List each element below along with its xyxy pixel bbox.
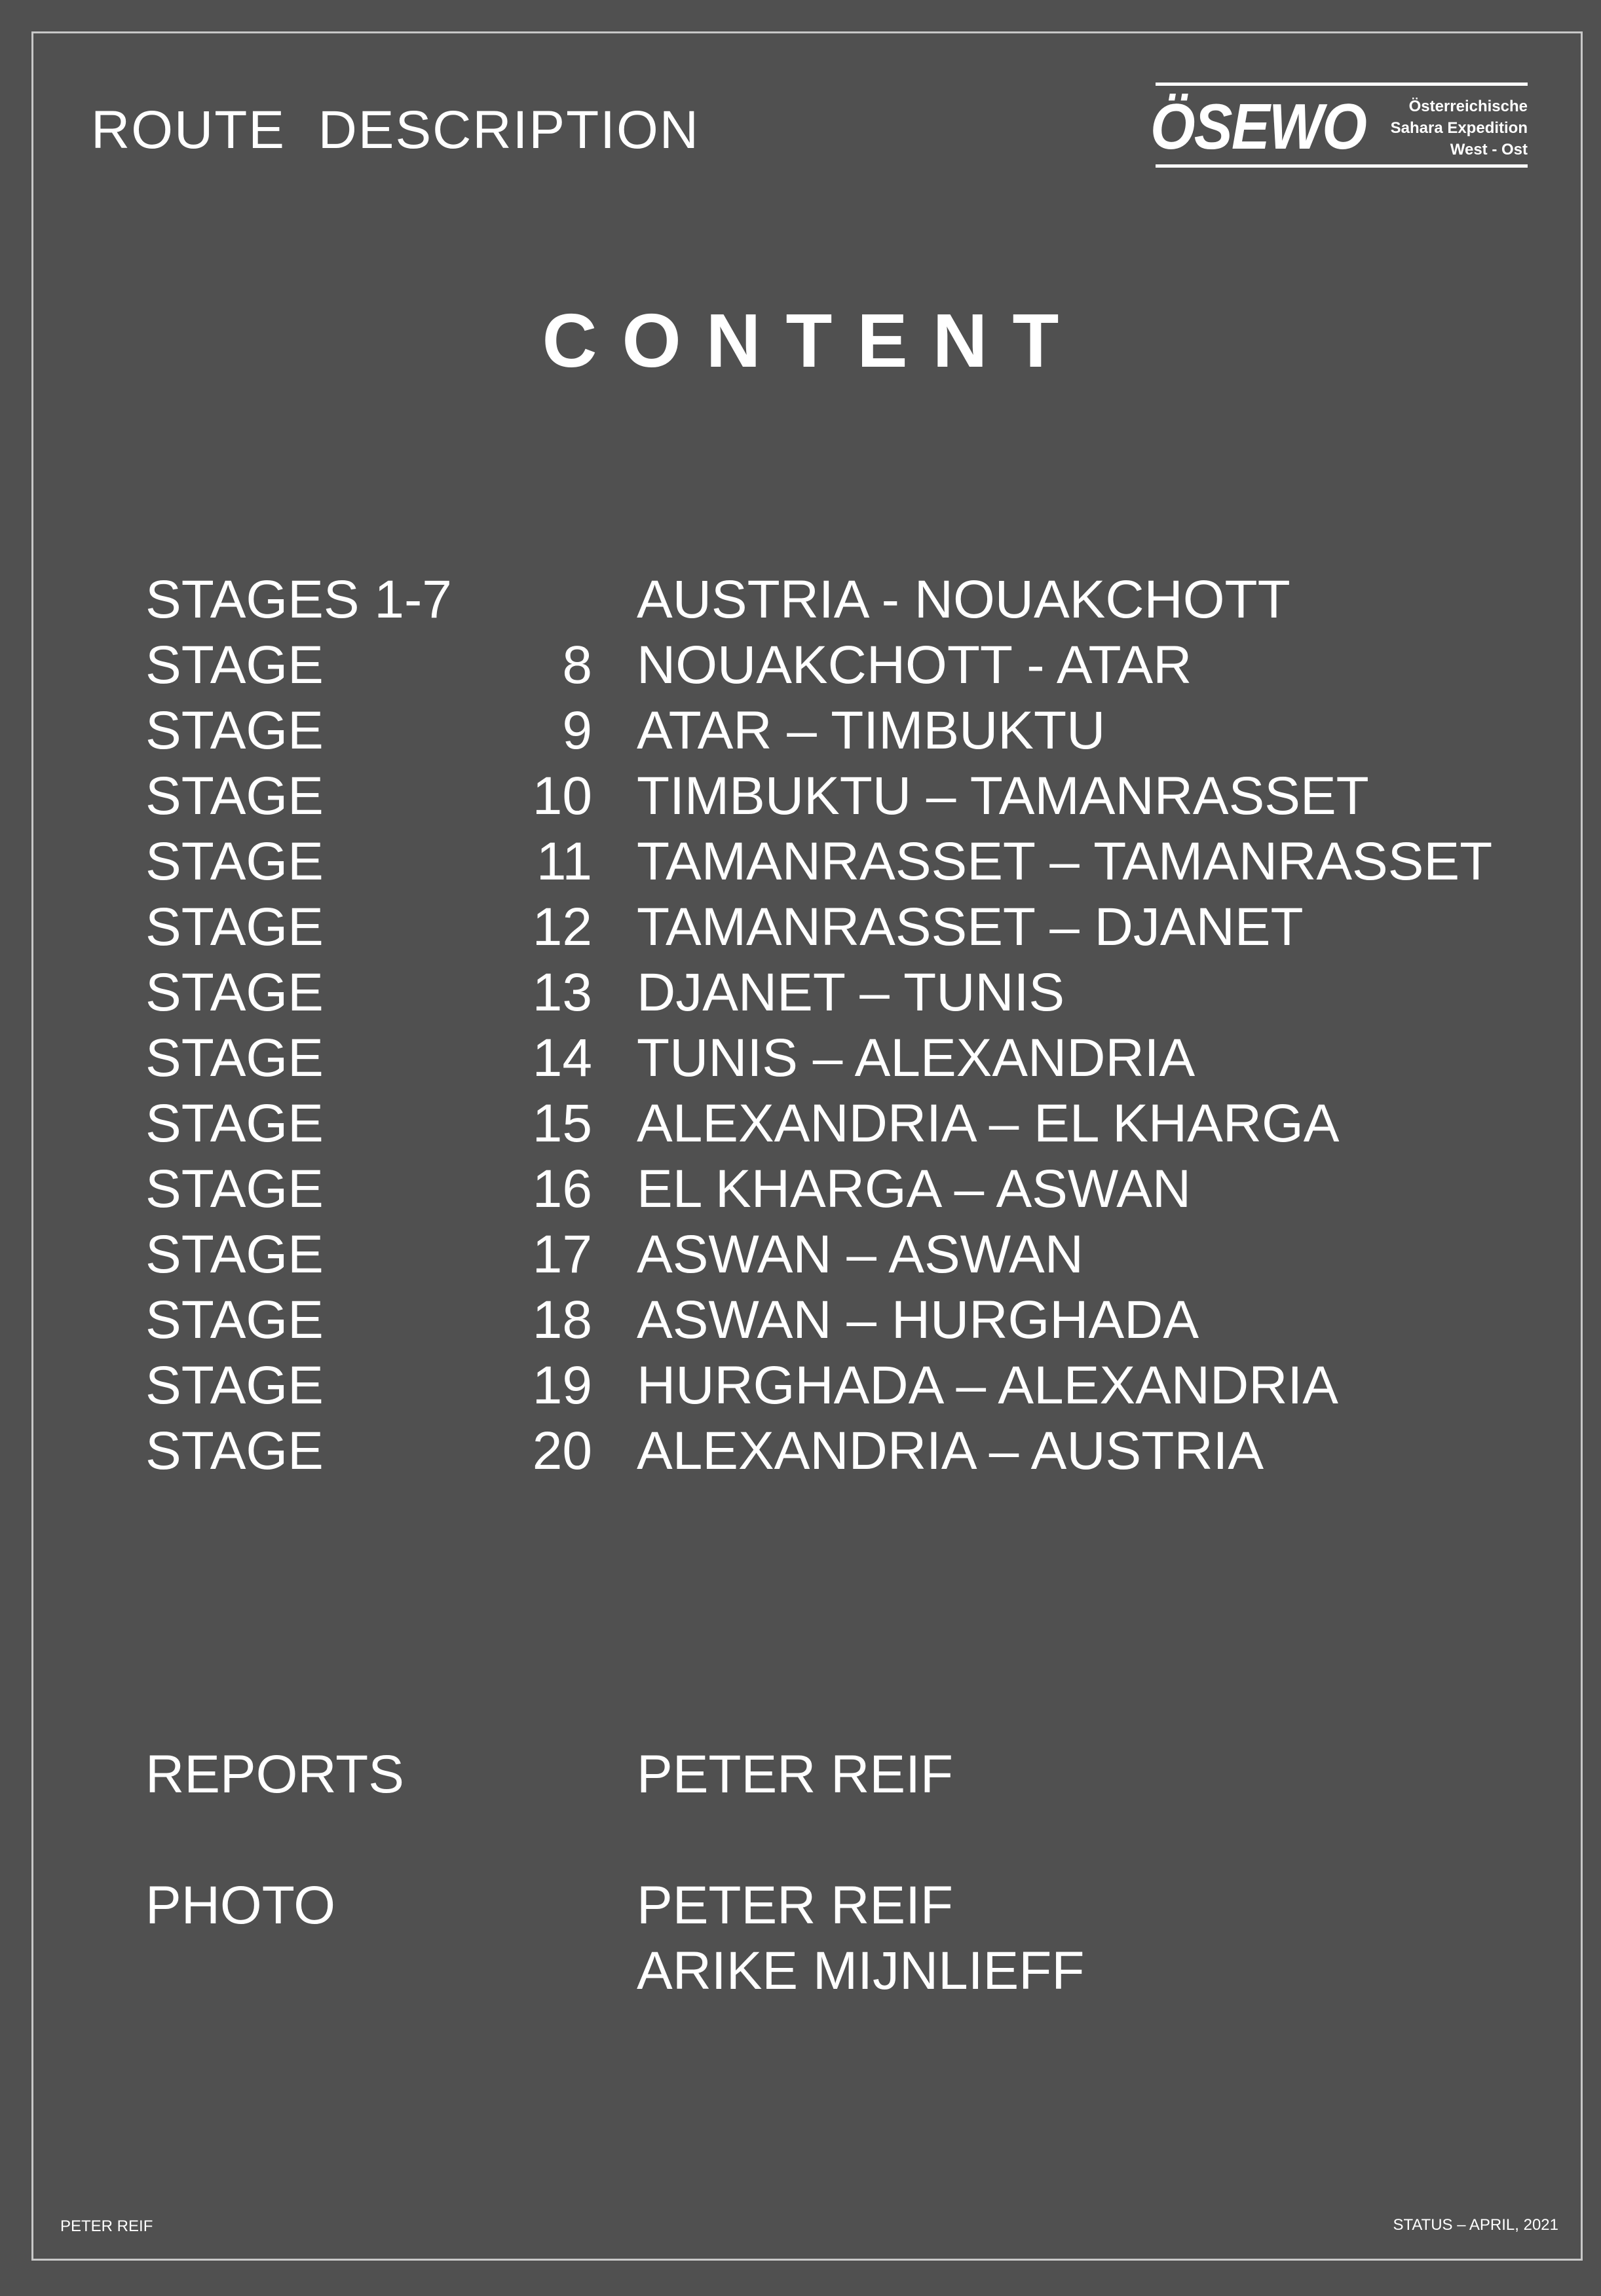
toc-stage-number: 8 <box>562 635 592 695</box>
osewo-logo <box>1150 83 1528 168</box>
toc-stage-number: 18 <box>532 1290 592 1350</box>
page-title: CONTENT <box>542 298 1084 383</box>
toc-stage-number: 15 <box>532 1094 592 1153</box>
toc-stage-number: 11 <box>536 832 592 891</box>
toc-stage-label: STAGE <box>145 1225 324 1284</box>
toc-route: TUNIS – ALEXANDRIA <box>637 1028 1196 1088</box>
section-title: ROUTE DESCRIPTION <box>91 100 700 160</box>
toc-route: AUSTRIA - NOUAKCHOTT <box>637 570 1290 629</box>
toc-stage-label: STAGE <box>145 963 324 1022</box>
toc-stage-label: STAGE <box>145 1421 324 1481</box>
toc-route: DJANET – TUNIS <box>637 963 1065 1022</box>
toc-stage-number: 20 <box>532 1421 592 1481</box>
toc-stage-number: 17 <box>532 1225 592 1284</box>
logo-top-rule <box>1156 83 1528 86</box>
logo-tagline <box>1391 96 1528 160</box>
toc-stage-label: STAGE <box>145 701 324 760</box>
footer-status: STATUS – APRIL, 2021 <box>1393 2216 1558 2234</box>
toc-stage-number: 9 <box>562 701 592 760</box>
toc-stage-number: 14 <box>532 1028 592 1088</box>
logo-wordmark: ÖSEWO <box>1150 90 1366 162</box>
toc-route: TAMANRASSET – TAMANRASSET <box>637 832 1493 891</box>
toc-stage-number: 16 <box>532 1159 592 1219</box>
logo-tagline-line: Österreichische <box>1408 98 1528 115</box>
toc-route: HURGHADA – ALEXANDRIA <box>637 1356 1338 1415</box>
toc-route: ASWAN – HURGHADA <box>637 1290 1199 1350</box>
credit-names-reports <box>637 1742 953 1807</box>
toc-route: ALEXANDRIA – EL KHARGA <box>637 1094 1340 1153</box>
toc-stage-number: 13 <box>532 963 592 1022</box>
toc-stage-label: STAGE <box>145 766 324 826</box>
toc-stage-label: STAGE <box>145 1094 324 1153</box>
toc-stage-number: 12 <box>532 897 592 957</box>
toc-stage-label: STAGE <box>145 1028 324 1088</box>
toc-stage-label: STAGE <box>145 1290 324 1350</box>
logo-tagline-line: West - Ost <box>1450 141 1528 158</box>
credit-names-photo <box>637 1873 1084 2004</box>
toc-stage-label: STAGE <box>145 635 324 695</box>
credit-label-reports: REPORTS <box>145 1745 404 1804</box>
toc-route: ALEXANDRIA – AUSTRIA <box>637 1421 1264 1481</box>
toc-route: ATAR – TIMBUKTU <box>637 701 1106 760</box>
footer-author: PETER REIF <box>60 2217 153 2235</box>
toc-route: TAMANRASSET – DJANET <box>637 897 1304 957</box>
toc-route: NOUAKCHOTT - ATAR <box>637 635 1192 695</box>
toc-stage-label: STAGE <box>145 897 324 957</box>
toc-stage-number: 10 <box>532 766 592 826</box>
logo-bottom-rule <box>1156 164 1528 168</box>
credit-name: ARIKE MIJNLIEFF <box>637 1941 1085 2001</box>
toc-stage-number: 19 <box>532 1356 592 1415</box>
toc-route: TIMBUKTU – TAMANRASSET <box>637 766 1369 826</box>
toc-route: EL KHARGA – ASWAN <box>637 1159 1192 1219</box>
toc-stage-label: STAGE <box>145 832 324 891</box>
toc-stage-label: STAGE <box>145 1159 324 1219</box>
credit-name: PETER REIF <box>637 1876 953 1935</box>
credit-label-photo: PHOTO <box>145 1876 336 1935</box>
logo-tagline-line: Sahara Expedition <box>1390 119 1528 137</box>
toc-route: ASWAN – ASWAN <box>637 1225 1083 1284</box>
toc-stage-label: STAGES 1-7 <box>145 570 452 629</box>
credit-name: PETER REIF <box>637 1745 953 1804</box>
toc-stage-label: STAGE <box>145 1356 324 1415</box>
